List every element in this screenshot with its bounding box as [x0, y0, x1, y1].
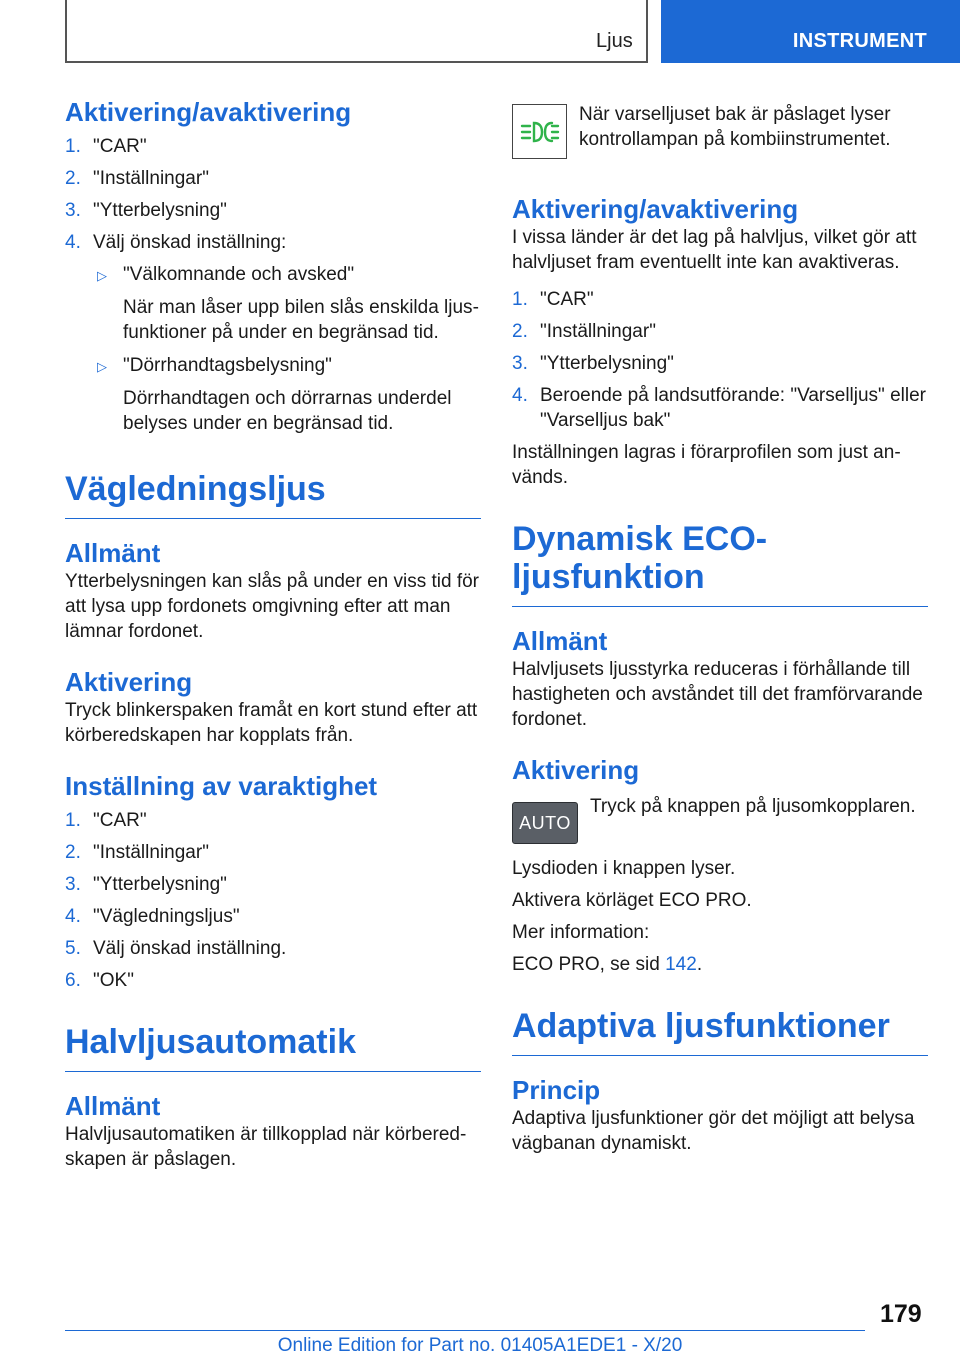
triangle-bullet-icon: ▷ — [97, 268, 107, 283]
list-item — [65, 936, 481, 961]
step-text: Beroende på landsutförande: "Varselljus" eller "Varselljus bak" — [540, 385, 926, 431]
list-item — [512, 287, 928, 312]
steps-list-3 — [512, 287, 928, 433]
list-item — [65, 198, 481, 223]
paragraph: Ytterbelysningen kan slås på under en viss tid för att lysa upp fordonets omgivning efter att man lämnar fordonet. — [65, 571, 480, 642]
step-number: 4. — [65, 232, 81, 253]
step-text: "Vägledningsljus" — [93, 906, 240, 927]
list-item — [512, 351, 928, 376]
list-item — [93, 262, 481, 345]
step-text: Välj önskad inställning: — [93, 232, 287, 253]
list-item — [65, 904, 481, 929]
step-number: 5. — [65, 938, 81, 959]
paragraph — [512, 952, 928, 977]
header-tab[interactable] — [661, 0, 960, 63]
step-number: 1. — [65, 810, 81, 831]
step-text: "Inställningar" — [540, 321, 656, 342]
auto-button-text: Tryck på knappen på ljusomkopplaren. — [590, 796, 916, 817]
paragraph: Halvljusets ljusstyrka reduceras i förhållande till hastigheten och avståndet till det framförvarande fordonet. — [512, 659, 923, 730]
list-item — [512, 383, 928, 433]
header-tab-label: INSTRUMENT — [792, 30, 927, 52]
step-text: "Ytterbelysning" — [93, 200, 227, 221]
list-item — [65, 808, 481, 833]
page-number: 179 — [880, 1300, 922, 1328]
lamp-info-text: När varselljuset bak är påslaget lyser kontrollampan på kombiinstrumentet. — [579, 104, 891, 150]
step-number: 2. — [65, 168, 81, 189]
step-text: "CAR" — [93, 136, 147, 157]
option-label: "Välkomnande och avsked" — [123, 264, 355, 285]
heading-installning-av-varaktighet: Inställning av varaktighet — [65, 771, 378, 801]
triangle-bullet-icon: ▷ — [97, 359, 107, 374]
heading-aktivering-avaktivering: Aktivering/avaktivering — [512, 194, 799, 224]
step-text: "Inställningar" — [93, 842, 209, 863]
title-vagledningsljus: Vägledningsljus — [65, 470, 481, 519]
step-number: 2. — [65, 842, 81, 863]
paragraph: I vissa länder är det lag på halvljus, vilket gör att halvljuset fram eventuellt inte kan avaktiveras. — [512, 227, 917, 273]
step-number: 3. — [65, 200, 81, 221]
footer-text: Online Edition for Part no. 01405A1EDE1 - X/20 — [277, 1335, 683, 1356]
paragraph: Halvljusautomatiken är tillkopplad när körberedskapen är påslagen. — [65, 1124, 467, 1170]
step-number: 1. — [65, 136, 81, 157]
option-description: När man låser upp bilen slås enskilda ljusfunktioner på under en begränsad tid. — [123, 297, 479, 343]
page-reference-link[interactable]: 142 — [665, 954, 697, 975]
paragraph: Aktivera körläget ECO PRO. — [512, 890, 752, 911]
options-list — [65, 262, 481, 436]
list-item — [65, 968, 481, 993]
paragraph: Adaptiva ljusfunktioner gör det möjligt att belysa vägbanan dynamiskt. — [512, 1108, 915, 1154]
step-text: "Inställningar" — [93, 168, 209, 189]
right-column — [512, 104, 928, 1156]
heading-aktivering-avaktivering: Aktivering/avaktivering — [65, 97, 352, 127]
step-number: 3. — [512, 353, 528, 374]
paragraph: Tryck blinkerspaken framåt en kort stund efter att körberedskapen har kopplats från. — [65, 700, 478, 746]
footer-divider — [65, 1330, 865, 1331]
heading-princip: Princip — [512, 1075, 601, 1105]
step-number: 4. — [512, 385, 528, 406]
auto-button-icon: AUTO — [512, 802, 578, 844]
title-adaptiva-ljusfunktioner: Adaptiva ljusfunktioner — [512, 1007, 928, 1056]
option-description: Dörrhandtagen och dörrarnas underdel belyses under en begränsad tid. — [123, 388, 452, 434]
list-item — [65, 872, 481, 897]
paragraph: Lysdioden i knappen lyser. — [512, 858, 736, 879]
step-text: "CAR" — [93, 810, 147, 831]
steps-list-1 — [65, 134, 481, 255]
list-item — [65, 134, 481, 159]
heading-allmant: Allmänt — [512, 626, 608, 656]
reference-suffix: . — [696, 954, 703, 975]
option-label: "Dörrhandtagsbelysning" — [123, 355, 332, 376]
step-number: 3. — [65, 874, 81, 895]
heading-aktivering: Aktivering — [65, 667, 193, 697]
step-number: 1. — [512, 289, 528, 310]
heading-aktivering: Aktivering — [512, 755, 640, 785]
step-text: Välj önskad inställning. — [93, 938, 287, 959]
list-item — [512, 319, 928, 344]
lamp-info-block — [512, 104, 928, 159]
title-halvljusautomatik: Halvljusautomatik — [65, 1023, 481, 1072]
paragraph: Mer information: — [512, 922, 650, 943]
list-item — [65, 840, 481, 865]
paragraph: Inställningen lagras i förarprofilen som just används. — [512, 442, 901, 488]
header-frame — [65, 0, 648, 63]
step-text: "Ytterbelysning" — [93, 874, 227, 895]
steps-list-2 — [65, 808, 481, 993]
rear-fog-daytime-light-icon — [512, 104, 567, 159]
heading-allmant: Allmänt — [65, 1091, 161, 1121]
list-item — [65, 230, 481, 255]
list-item — [65, 166, 481, 191]
step-text: "Ytterbelysning" — [540, 353, 674, 374]
heading-allmant: Allmänt — [65, 538, 161, 568]
header-section-title: Ljus — [596, 30, 633, 52]
step-text: "OK" — [93, 970, 134, 991]
title-dynamisk-eco-ljusfunktion: Dynamisk ECO-ljusfunktion — [512, 520, 928, 607]
list-item — [93, 353, 481, 436]
step-number: 6. — [65, 970, 81, 991]
auto-button-block — [512, 790, 928, 844]
step-text: "CAR" — [540, 289, 594, 310]
step-number: 4. — [65, 906, 81, 927]
left-column — [65, 96, 481, 1172]
step-number: 2. — [512, 321, 528, 342]
reference-prefix: ECO PRO, se sid — [512, 954, 666, 975]
